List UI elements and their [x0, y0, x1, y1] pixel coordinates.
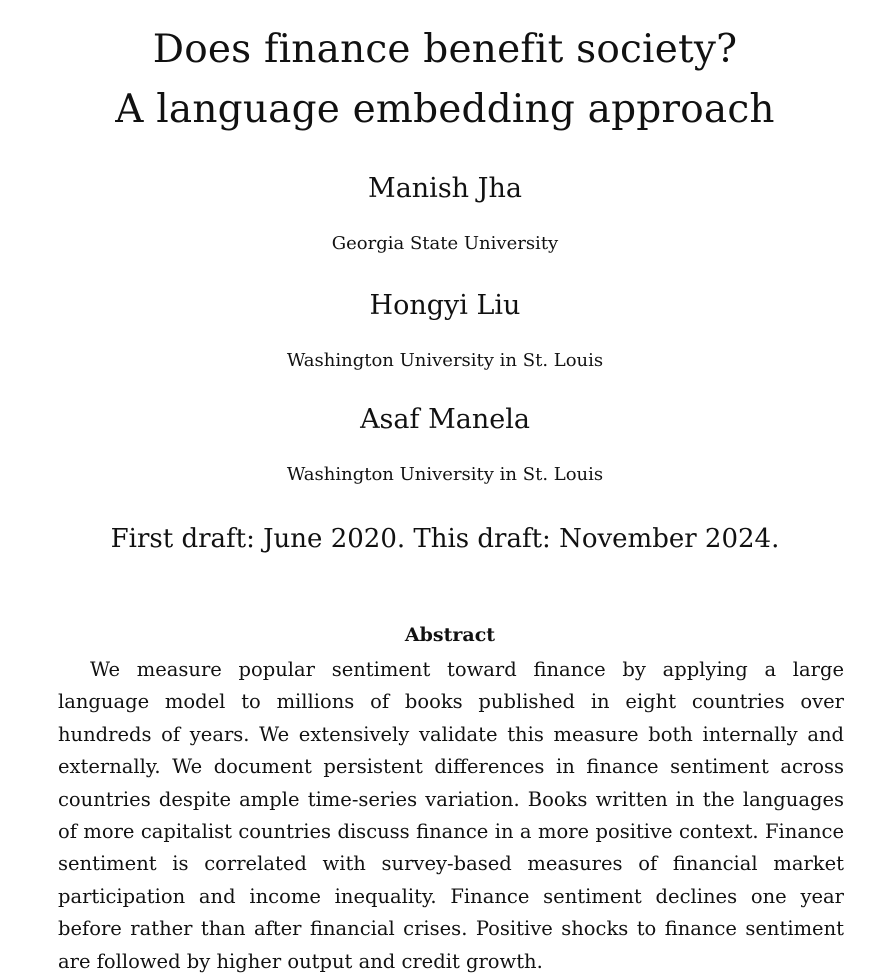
abstract-body: We measure popular sentiment toward finance by applying a large language model to millions of books published in eight countries over hundreds of years. We extensively validate this measure both internally and externally. We document persistent differences in finance sentiment across countries despite ample time-series variation. Books written in the languages of more capitalist countries discuss finance in a more positive context. Finance sentiment is correlated with survey-based measures of financial market participation and income inequality. Finance sentiment declines one year before rather than after financial crises. Positive shocks to finance sentiment are followed by higher output and credit growth. — [58, 658, 844, 973]
paper-title-line-2: A language embedding approach — [115, 87, 775, 132]
paper-title-line-1: Does finance benefit society? — [152, 27, 738, 72]
author-name-1: Manish Jha — [368, 173, 522, 204]
author-affiliation-3: Washington University in St. Louis — [286, 464, 604, 485]
abstract-heading: Abstract — [404, 624, 496, 646]
author-name-2: Hongyi Liu — [369, 290, 521, 321]
author-affiliation-2: Washington University in St. Louis — [286, 350, 604, 371]
draft-dates: First draft: June 2020. This draft: November 2024. — [110, 524, 780, 554]
author-name-3: Asaf Manela — [360, 404, 530, 435]
author-affiliation-1: Georgia State University — [331, 233, 559, 254]
